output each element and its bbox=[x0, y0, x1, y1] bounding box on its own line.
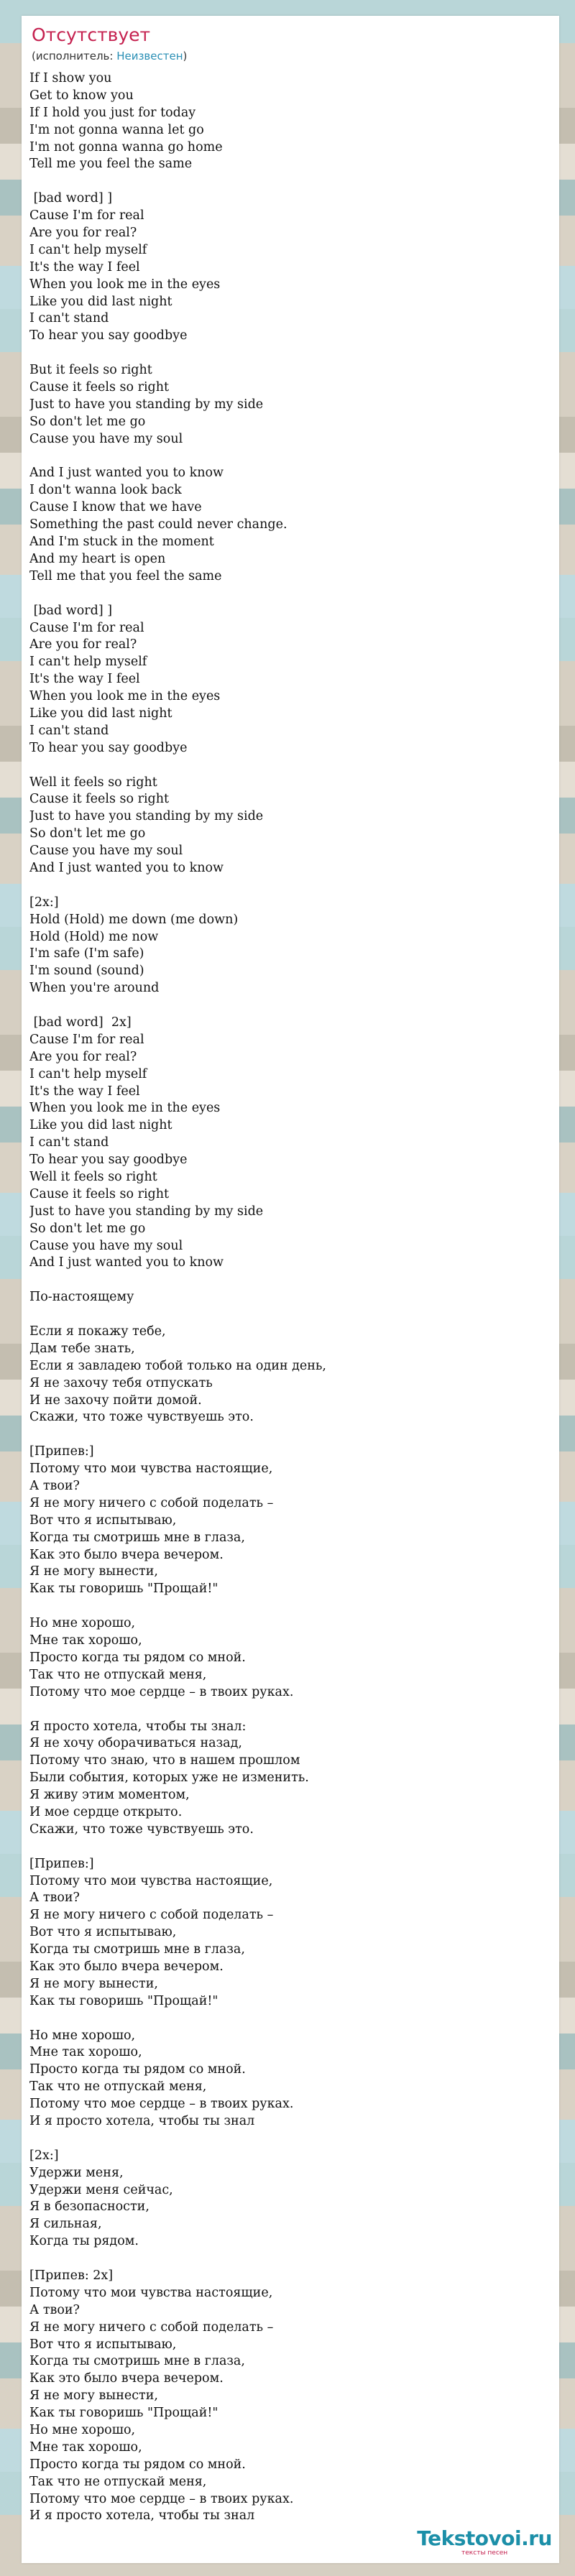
lyric-line: Удержи меня, bbox=[29, 2165, 124, 2180]
lyric-line: So don't let me go bbox=[29, 414, 146, 429]
lyric-line: Когда ты смотришь мне в глаза, bbox=[29, 2354, 245, 2369]
lyric-line: Потому что знаю, что в нашем прошлом bbox=[29, 1753, 300, 1768]
lyric-line: Как это было вчера вечером. bbox=[29, 1959, 224, 1974]
lyric-line: Дам тебе знать, bbox=[29, 1341, 135, 1356]
lyric-line: [2x:] bbox=[29, 2148, 59, 2163]
lyric-line: Потому что мое сердце – в твоих руках. bbox=[29, 1684, 294, 1699]
lyric-line: Cause I'm for real bbox=[29, 1032, 144, 1047]
lyric-line: Cause I'm for real bbox=[29, 620, 144, 635]
lyric-line: Так что не отпускай меня, bbox=[29, 2079, 207, 2095]
song-title: Отсутствует bbox=[32, 24, 151, 45]
lyric-line: [bad word] 2x] bbox=[29, 1015, 132, 1030]
lyric-line: Get to know you bbox=[29, 88, 134, 103]
lyric-line: Когда ты смотришь мне в глаза, bbox=[29, 1530, 245, 1545]
lyric-line: Hold (Hold) me now bbox=[29, 929, 159, 944]
lyric-line: [Припев:] bbox=[29, 1444, 94, 1459]
lyric-line: Потому что мое сердце – в твоих руках. bbox=[29, 2491, 294, 2506]
lyric-line: Как это было вчера вечером. bbox=[29, 2371, 224, 2386]
lyric-line: Tell me that you feel the same bbox=[29, 568, 222, 583]
lyric-line: I'm sound (sound) bbox=[29, 964, 144, 979]
artist-suffix: ) bbox=[183, 50, 188, 63]
lyric-line: По-настоящему bbox=[29, 1290, 134, 1305]
lyric-line: И мое сердце открыто. bbox=[29, 1804, 183, 1819]
lyric-line: [Припев: 2x] bbox=[29, 2268, 114, 2283]
lyric-line: Но мне хорошо, bbox=[29, 2028, 136, 2043]
lyric-line bbox=[29, 173, 547, 190]
artist-line bbox=[32, 49, 187, 63]
lyric-line: Потому что мои чувства настоящие, bbox=[29, 1462, 273, 1477]
lyric-line: When you look me in the eyes bbox=[29, 689, 221, 704]
lyric-line: Были события, которых уже не изменить. bbox=[29, 1771, 309, 1786]
lyric-line: Я не могу вынести, bbox=[29, 1976, 158, 1991]
lyric-line: Как ты говоришь "Прощай!" bbox=[29, 1582, 218, 1597]
lyric-line: Вот что я испытываю, bbox=[29, 1925, 177, 1940]
lyric-line: I can't help myself bbox=[29, 1066, 147, 1081]
lyric-line: I'm safe (I'm safe) bbox=[29, 946, 144, 961]
lyric-line bbox=[29, 757, 547, 775]
lyric-line: Tell me you feel the same bbox=[29, 157, 193, 172]
lyric-line: I can't stand bbox=[29, 311, 109, 326]
lyric-line: Like you did last night bbox=[29, 706, 172, 721]
lyric-line: Просто когда ты рядом со мной. bbox=[29, 1650, 246, 1665]
lyric-line: Are you for real? bbox=[29, 637, 137, 652]
lyric-line: But it feels so right bbox=[29, 363, 152, 378]
lyric-line bbox=[29, 2011, 547, 2028]
lyric-line: Hold (Hold) me down (me down) bbox=[29, 912, 239, 927]
lyric-line: And I just wanted you to know bbox=[29, 466, 224, 481]
lyric-line: To hear you say goodbye bbox=[29, 1153, 188, 1168]
lyric-line: If I hold you just for today bbox=[29, 105, 196, 120]
lyric-line: [2x:] bbox=[29, 895, 59, 910]
logo-text: Tekstovoi.ru bbox=[417, 2526, 552, 2550]
lyric-line: Just to have you standing by my side bbox=[29, 397, 264, 412]
lyric-line: So don't let me go bbox=[29, 1221, 146, 1236]
lyric-line: Just to have you standing by my side bbox=[29, 1204, 264, 1219]
lyrics-text bbox=[29, 70, 547, 2525]
lyric-line: When you look me in the eyes bbox=[29, 277, 221, 292]
lyric-line: And I'm stuck in the moment bbox=[29, 535, 214, 550]
site-logo[interactable] bbox=[417, 2528, 552, 2557]
lyric-line: Как ты говоришь "Прощай!" bbox=[29, 1993, 218, 2008]
lyric-line: I can't stand bbox=[29, 723, 109, 738]
lyric-line bbox=[29, 1598, 547, 1615]
lyric-line: Я не могу ничего с собой поделать – bbox=[29, 2319, 274, 2335]
lyric-line: Просто когда ты рядом со мной. bbox=[29, 2062, 246, 2077]
lyric-line: Когда ты смотришь мне в глаза, bbox=[29, 1942, 245, 1957]
lyric-line: Cause I know that we have bbox=[29, 500, 202, 515]
lyric-line: Просто когда ты рядом со мной. bbox=[29, 2457, 246, 2472]
lyric-line: Cause it feels so right bbox=[29, 1186, 170, 1201]
lyric-line: Cause I'm for real bbox=[29, 208, 144, 223]
lyric-line: И я просто хотела, чтобы ты знал bbox=[29, 2113, 255, 2128]
lyric-line: And I just wanted you to know bbox=[29, 1255, 224, 1270]
lyric-line bbox=[29, 345, 547, 362]
lyric-line: To hear you say goodbye bbox=[29, 328, 188, 343]
lyric-line: Cause it feels so right bbox=[29, 380, 170, 395]
lyric-line: А твои? bbox=[29, 2302, 80, 2317]
lyric-line: Well it feels so right bbox=[29, 1170, 157, 1184]
lyric-line: [bad word] ] bbox=[29, 603, 113, 618]
lyric-line: Я не хочу оборачиваться назад, bbox=[29, 1736, 242, 1751]
lyric-line: Я не могу вынести, bbox=[29, 1564, 158, 1579]
lyric-line: А твои? bbox=[29, 1891, 80, 1906]
lyric-line: Мне так хорошо, bbox=[29, 2439, 142, 2455]
lyric-line: Like you did last night bbox=[29, 1118, 172, 1133]
lyric-line: А твои? bbox=[29, 1479, 80, 1494]
lyric-line bbox=[29, 1426, 547, 1444]
lyric-line: Cause you have my soul bbox=[29, 1238, 183, 1253]
lyric-line: I don't wanna look back bbox=[29, 483, 182, 498]
lyric-line bbox=[29, 997, 547, 1015]
lyric-line: Like you did last night bbox=[29, 294, 172, 309]
lyric-line: Мне так хорошо, bbox=[29, 1633, 142, 1648]
lyric-line: Я не могу ничего с собой поделать – bbox=[29, 1495, 274, 1510]
lyric-line: And I just wanted you to know bbox=[29, 860, 224, 875]
lyric-line: Удержи меня сейчас, bbox=[29, 2182, 173, 2197]
lyric-line: Если я покажу тебе, bbox=[29, 1324, 166, 1339]
lyric-line: Я просто хотела, чтобы ты знал: bbox=[29, 1719, 247, 1734]
lyric-line: Are you for real? bbox=[29, 226, 137, 241]
lyric-line: Мне так хорошо, bbox=[29, 2045, 142, 2060]
lyric-line: Так что не отпускай меня, bbox=[29, 1667, 207, 1682]
lyric-line: Так что не отпускай меня, bbox=[29, 2474, 207, 2489]
lyric-line bbox=[29, 2130, 547, 2148]
lyric-line: I'm not gonna wanna let go bbox=[29, 122, 204, 137]
lyric-line: [Припев:] bbox=[29, 1856, 94, 1871]
lyric-line: I'm not gonna wanna go home bbox=[29, 139, 223, 154]
lyric-line: I can't stand bbox=[29, 1135, 109, 1150]
lyric-line: Если я завладею тобой только на один день, bbox=[29, 1358, 326, 1373]
lyric-line: I can't help myself bbox=[29, 242, 147, 257]
lyric-line bbox=[29, 1306, 547, 1324]
lyric-line: Вот что я испытываю, bbox=[29, 2337, 177, 2352]
lyric-line: Скажи, что тоже чувствуешь это. bbox=[29, 1822, 254, 1837]
lyric-line: Я не могу вынести, bbox=[29, 2388, 158, 2404]
logo-tagline: тексты песен bbox=[461, 2549, 508, 2557]
lyric-line: Скажи, что тоже чувствуешь это. bbox=[29, 1410, 254, 1425]
lyric-line: Cause you have my soul bbox=[29, 431, 183, 446]
lyric-line: Но мне хорошо, bbox=[29, 2423, 136, 2438]
lyric-line: It's the way I feel bbox=[29, 672, 140, 687]
artist-prefix: (исполнитель: bbox=[32, 50, 117, 63]
lyric-line: When you look me in the eyes bbox=[29, 1101, 221, 1116]
lyric-line bbox=[29, 2250, 547, 2268]
artist-link[interactable]: Неизвестен bbox=[116, 50, 183, 63]
lyric-line: Я сильная, bbox=[29, 2217, 102, 2232]
lyric-line: Я не захочу тебя отпускать bbox=[29, 1375, 213, 1390]
lyric-line: Потому что мое сердце – в твоих руках. bbox=[29, 2097, 294, 2112]
lyric-line: Как это было вчера вечером. bbox=[29, 1547, 224, 1562]
lyric-line bbox=[29, 1839, 547, 1856]
lyric-line: It's the way I feel bbox=[29, 259, 140, 274]
lyric-line: Я живу этим моментом, bbox=[29, 1788, 190, 1803]
lyric-line: Cause you have my soul bbox=[29, 844, 183, 859]
lyric-line: Are you for real? bbox=[29, 1049, 137, 1064]
lyric-line: When you're around bbox=[29, 981, 160, 996]
lyric-line: Just to have you standing by my side bbox=[29, 809, 264, 824]
lyric-line: To hear you say goodbye bbox=[29, 740, 188, 755]
lyric-line: Потому что мои чувства настоящие, bbox=[29, 2285, 273, 2300]
lyric-line: И не захочу пойти домой. bbox=[29, 1393, 202, 1408]
lyric-line: Something the past could never change. bbox=[29, 517, 288, 532]
lyric-line: I can't help myself bbox=[29, 655, 147, 670]
lyric-line bbox=[29, 448, 547, 466]
lyric-line: Вот что я испытываю, bbox=[29, 1513, 177, 1528]
lyric-line: И я просто хотела, чтобы ты знал bbox=[29, 2508, 255, 2524]
lyric-line: Я в безопасности, bbox=[29, 2199, 150, 2215]
lyric-line: And my heart is open bbox=[29, 551, 166, 566]
lyric-line bbox=[29, 877, 547, 895]
lyric-line: So don't let me go bbox=[29, 826, 146, 841]
lyric-line: Но мне хорошо, bbox=[29, 1616, 136, 1631]
lyric-line: Cause it feels so right bbox=[29, 792, 170, 807]
lyric-line bbox=[29, 1702, 547, 1719]
lyric-line: Когда ты рядом. bbox=[29, 2234, 139, 2249]
lyrics-card bbox=[22, 16, 559, 2563]
lyric-line bbox=[29, 586, 547, 603]
lyric-line: It's the way I feel bbox=[29, 1084, 140, 1099]
lyric-line: Я не могу ничего с собой поделать – bbox=[29, 1908, 274, 1923]
lyric-line: Well it feels so right bbox=[29, 775, 157, 790]
lyric-line: Потому что мои чувства настоящие, bbox=[29, 1873, 273, 1888]
lyric-line: [bad word] ] bbox=[29, 191, 113, 206]
lyric-line bbox=[29, 1272, 547, 1289]
lyric-line: Как ты говоришь "Прощай!" bbox=[29, 2406, 218, 2421]
lyric-line: If I show you bbox=[29, 71, 112, 86]
